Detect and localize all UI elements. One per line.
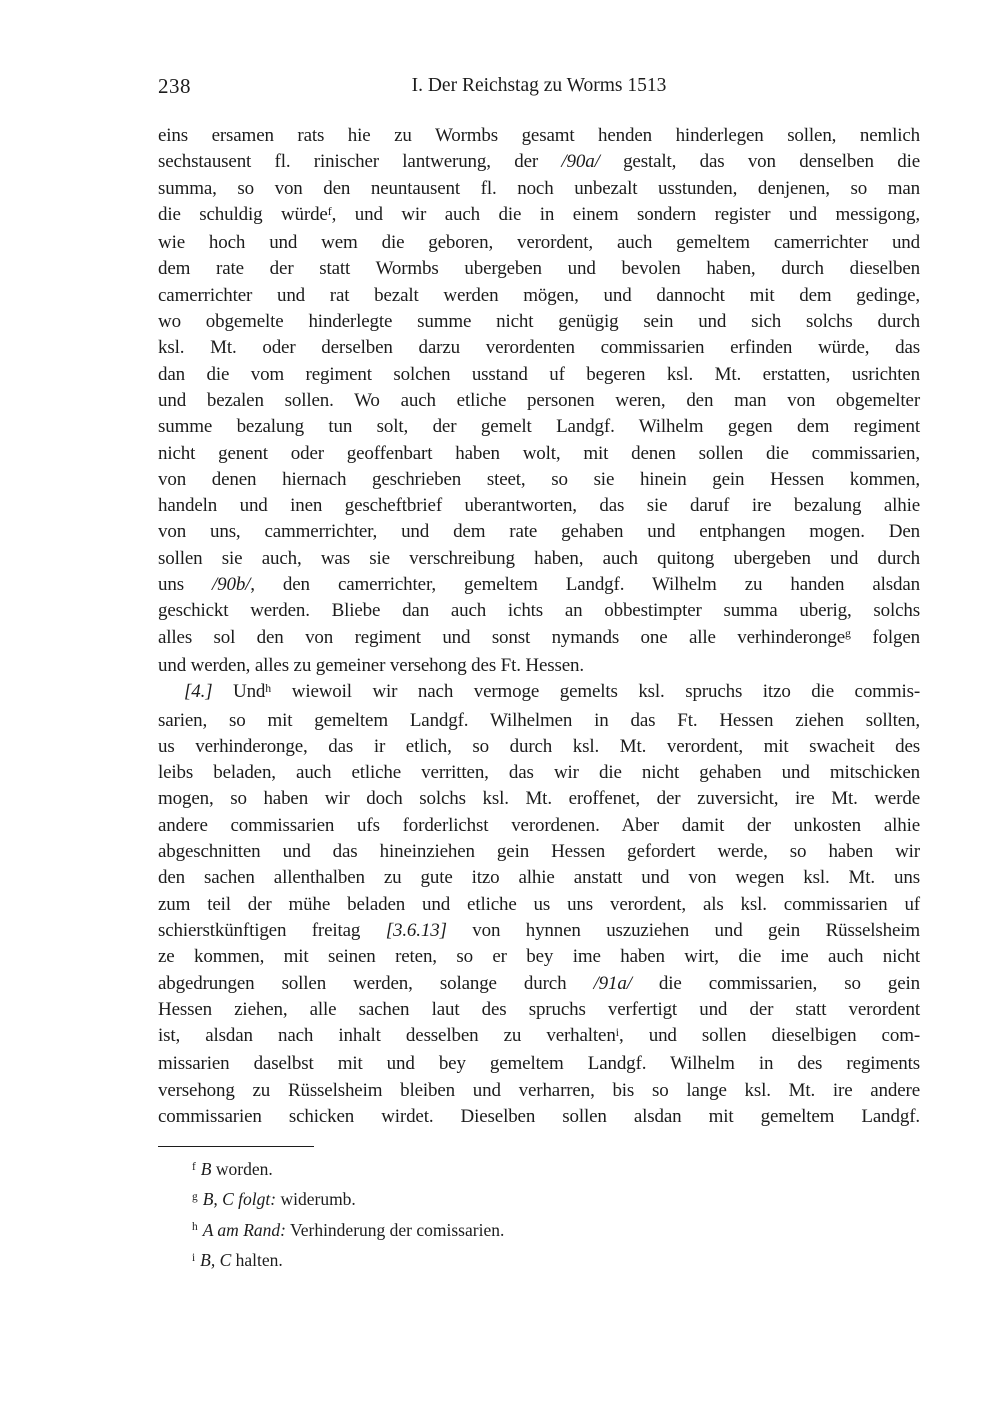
body-line bbox=[158, 283, 920, 309]
running-title: I. Der Reichstag zu Worms 1513 bbox=[411, 75, 667, 96]
text-segment: B, C bbox=[200, 1249, 232, 1270]
text-segment: ksl. Mt. oder derselben darzu verordenten commissarien erfinden würde, das bbox=[158, 337, 920, 359]
footnote bbox=[158, 1217, 920, 1247]
text-segment: eins ersamen rats hie zu Wormbs gesamt henden hinderlegen sollen, nemlich bbox=[158, 125, 920, 146]
body-line bbox=[158, 309, 920, 335]
body-line bbox=[158, 388, 920, 414]
text-segment: dan die vom regiment solchen usstand uf begeren ksl. Mt. erstatten, usrichten bbox=[158, 363, 920, 385]
text-segment: die commissarien, so gein bbox=[631, 972, 920, 994]
footnote-marker: f bbox=[192, 1160, 196, 1173]
body-line bbox=[158, 414, 920, 440]
text-segment: und bezalen sollen. Wo auch etliche personen weren, den man von obgemelter bbox=[158, 389, 920, 411]
body-line bbox=[158, 679, 920, 707]
text-segment: Hessen ziehen, alle sachen laut des spruchs verfertigt und der statt verordent bbox=[158, 998, 920, 1020]
text-segment: von uns, cammerrichter, und dem rate gehaben und entphangen mogen. Den bbox=[158, 521, 920, 543]
body-line bbox=[158, 786, 920, 812]
text-segment: zum teil der mühe beladen und etliche us uns verordent, als ksl. commissarien uf bbox=[158, 893, 920, 915]
body-line bbox=[158, 813, 920, 839]
text-segment: halten. bbox=[231, 1249, 283, 1270]
text-segment: missarien daselbst mit und bey gemeltem Landgf. Wilhelm in des regiments bbox=[158, 1053, 920, 1075]
body-line bbox=[158, 1051, 920, 1077]
body-line bbox=[158, 625, 920, 653]
body-line bbox=[158, 335, 920, 361]
text-segment: mogen, so haben wir doch solchs ksl. Mt. eroffenet, der zuversicht, ire Mt. werde bbox=[158, 788, 920, 810]
body-line bbox=[158, 708, 920, 734]
footnote-list bbox=[158, 1156, 920, 1277]
text-segment: Und bbox=[212, 681, 266, 703]
body-line bbox=[158, 256, 920, 282]
text-segment: camerrichter und rat bezalt werden mögen, und dannocht mit dem gedinge, bbox=[158, 284, 920, 306]
body-line bbox=[158, 230, 920, 256]
body-line bbox=[158, 441, 920, 467]
body-line bbox=[158, 760, 920, 786]
paragraph bbox=[158, 123, 920, 679]
body-line bbox=[158, 971, 920, 997]
text-segment: [3.6.13] bbox=[385, 919, 447, 941]
text-segment: commissarien schicken wirdet. Dieselben sollen alsdan mit gemeltem Landgf. bbox=[158, 1105, 920, 1127]
footnote-ref: g bbox=[845, 627, 851, 641]
footnote bbox=[158, 1156, 920, 1186]
footnote-marker: i bbox=[192, 1251, 196, 1264]
body-text bbox=[158, 123, 920, 1130]
body-line bbox=[158, 892, 920, 918]
footnote-ref: f bbox=[327, 204, 332, 218]
text-segment: /90b/ bbox=[211, 574, 251, 596]
body-line bbox=[158, 1104, 920, 1130]
body-line bbox=[158, 1023, 920, 1051]
body-line bbox=[158, 865, 920, 891]
text-segment: A am Rand: bbox=[202, 1219, 286, 1240]
text-segment: gestalt, das von denselben die bbox=[599, 151, 920, 173]
text-segment: widerumb. bbox=[276, 1189, 356, 1210]
text-segment: geschickt werden. Bliebe dan auch ichts an obbestimpter summa uberig, solchs bbox=[158, 600, 920, 622]
text-segment: sarien, so mit gemeltem Landgf. Wilhelmen in das Ft. Hessen ziehen sollten, bbox=[158, 709, 920, 731]
footnote bbox=[158, 1247, 920, 1277]
text-segment: abgeschnitten und das hineinziehen gein Hessen gefordert werde, so haben wir bbox=[158, 841, 920, 863]
footnote-marker: g bbox=[192, 1191, 198, 1204]
text-segment: leibs beladen, auch etliche verritten, das wir die nicht gehaben und mitschicken bbox=[158, 762, 920, 784]
body-line bbox=[158, 493, 920, 519]
body-line bbox=[158, 918, 920, 944]
text-segment: alles sol den von regiment und sonst nymands one alle verhinderonge bbox=[158, 626, 846, 648]
text-segment: worden. bbox=[211, 1159, 273, 1179]
body-line bbox=[158, 997, 920, 1023]
text-segment: summe bezalung tun solt, der gemelt Landgf. Wilhelm gegen dem regiment bbox=[158, 416, 920, 438]
body-line bbox=[158, 944, 920, 970]
text-segment: schierstkünftigen freitag bbox=[158, 919, 386, 941]
paragraph bbox=[158, 679, 920, 1130]
text-segment: [4.] bbox=[184, 681, 213, 703]
text-segment: us verhinderonge, das ir etlich, so durch ksl. Mt. verordent, mit swacheit des bbox=[158, 735, 920, 757]
text-segment: , und wir auch die in einem sondern register und messigong, bbox=[331, 203, 920, 225]
text-segment: nicht genent oder geoffenbart haben wolt, mit denen sollen die commissarien, bbox=[158, 442, 920, 464]
body-line bbox=[158, 572, 920, 598]
body-line bbox=[158, 734, 920, 760]
text-segment: /90a/ bbox=[561, 151, 600, 173]
body-line bbox=[158, 123, 920, 149]
text-segment: sollen sie auch, was sie verschreibung haben, auch quitong ubergeben und durch bbox=[158, 547, 920, 569]
text-segment: summa, so von den neuntausent fl. noch unbezalt usstunden, denjenen, so man bbox=[158, 177, 920, 199]
text-segment: und werden, alles zu gemeiner versehong des Ft. Hessen. bbox=[158, 654, 584, 676]
text-segment: /91a/ bbox=[593, 972, 632, 994]
footnote-ref: i bbox=[615, 1025, 619, 1039]
body-line bbox=[158, 176, 920, 202]
body-line bbox=[158, 149, 920, 175]
text-segment: versehong zu Rüsselsheim bleiben und verharren, bis so lange ksl. Mt. ire andere bbox=[158, 1079, 920, 1101]
body-line bbox=[158, 519, 920, 545]
text-segment: , den camerrichter, gemeltem Landgf. Wilhelm zu handen alsdan bbox=[250, 574, 920, 596]
body-line bbox=[158, 546, 920, 572]
body-line bbox=[158, 362, 920, 388]
text-segment: B bbox=[200, 1159, 212, 1179]
footnote-marker: h bbox=[192, 1221, 198, 1234]
text-segment: ze kommen, mit seinen reten, so er bey ime haben wirt, die ime auch nicht bbox=[158, 946, 920, 968]
body-line bbox=[158, 653, 920, 679]
text-segment: von denen hiernach geschrieben steet, so sie hinein gein Hessen kommen, bbox=[158, 468, 920, 490]
text-segment: abgedrungen sollen werden, solange durch bbox=[158, 972, 594, 994]
body-line bbox=[158, 598, 920, 624]
footnote-ref: h bbox=[265, 681, 272, 695]
footnote-separator-rule bbox=[158, 1146, 314, 1147]
text-segment: dem rate der statt Wormbs ubergeben und bevolen haben, durch dieselben bbox=[158, 258, 920, 280]
text-segment: ist, alsdan nach inhalt desselben zu verhalten bbox=[158, 1025, 616, 1047]
body-line bbox=[158, 202, 920, 230]
text-segment: sechstausent fl. rinischer lantwerung, der bbox=[158, 151, 562, 173]
text-segment: andere commissarien ufs forderlichst verordenen. Aber damit der unkosten alhie bbox=[158, 814, 920, 836]
text-segment: uns bbox=[158, 574, 212, 596]
text-segment: folgen bbox=[850, 626, 920, 648]
page-number: 238 bbox=[158, 74, 191, 98]
text-segment: von hynnen uszuziehen und gein Rüsselsheim bbox=[446, 919, 920, 941]
body-line bbox=[158, 467, 920, 493]
page-header bbox=[158, 74, 920, 100]
text-segment: den sachen allenthalben zu gute itzo alhie anstatt und von wegen ksl. Mt. uns bbox=[158, 867, 920, 889]
text-segment: Verhinderung der comissarien. bbox=[285, 1219, 505, 1240]
footnote bbox=[158, 1186, 920, 1216]
text-segment: handeln und inen gescheftbrief uberantworten, das sie daruf ire bezalung alhie bbox=[158, 495, 920, 517]
text-segment: wo obgemelte hinderlegte summe nicht genügig sein und sich solchs durch bbox=[158, 311, 920, 333]
text-segment: , und sollen dieselbigen com- bbox=[618, 1025, 920, 1047]
body-line bbox=[158, 1078, 920, 1104]
text-segment: wiewoil wir nach vermoge gemelts ksl. spruchs itzo die commis- bbox=[271, 681, 920, 703]
text-segment: B, C folgt: bbox=[202, 1189, 277, 1210]
footnote-section bbox=[158, 1146, 920, 1277]
body-line bbox=[158, 839, 920, 865]
text-segment: wie hoch und wem die geboren, verordent, auch gemeltem camerrichter und bbox=[158, 232, 920, 254]
text-segment: die schuldig würde bbox=[158, 203, 328, 225]
